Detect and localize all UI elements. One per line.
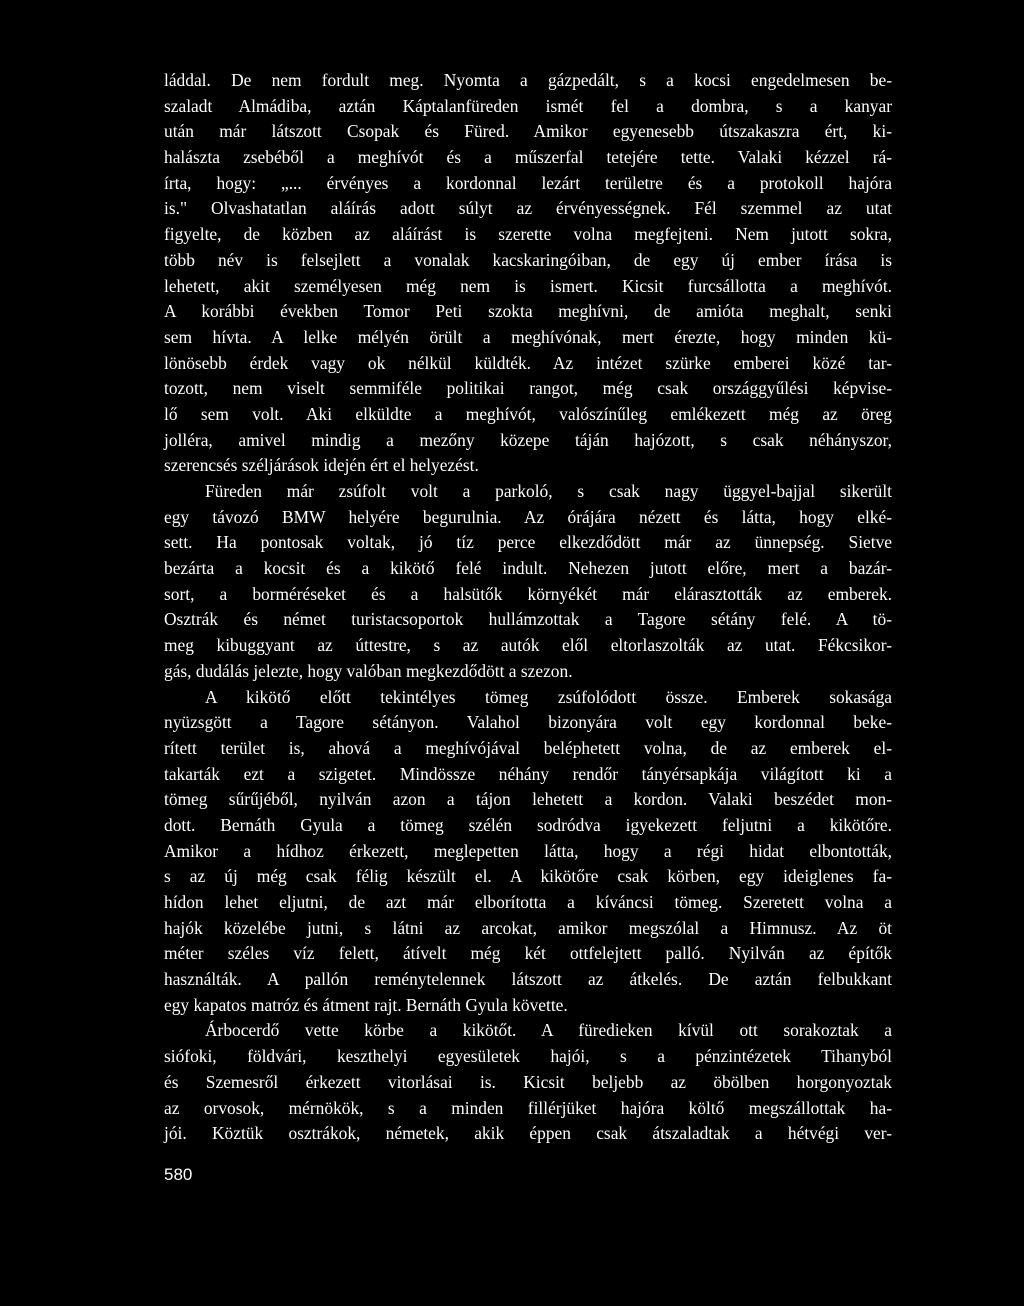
paragraph-start-line: A kikötő előtt tekintélyes tömeg zsúfolódott össze. Emberek sokasága xyxy=(205,686,892,707)
text-line: siófoki, földvári, keszthelyi egyesületek hajói, s a pénzintézetek Tihanyból xyxy=(164,1046,892,1067)
text-line: lehetett, akit személyesen még nem is ismert. Kicsit furcsállotta a meghívót. xyxy=(164,275,892,296)
text-line: sem hívta. A lelke mélyén örült a meghívónak, mert érezte, hogy minden kü- xyxy=(164,326,892,347)
paragraph-end-line: gás, dudálás jelezte, hogy valóban megkezdődött a szezon. xyxy=(164,660,573,681)
text-line: lő sem volt. Aki elküldte a meghívót, valószínűleg emlékezett még az öreg xyxy=(164,403,892,424)
text-line: meg kibuggyant az úttestre, s az autók elől eltorlaszolták az utat. Fékcsikor- xyxy=(164,635,892,656)
text-line: A korábbi években Tomor Peti szokta meghívni, de amióta meghalt, senki xyxy=(164,301,892,322)
text-line: jói. Köztük osztrákok, németek, akik éppen csak átszaladtak a hétvégi ver- xyxy=(164,1123,892,1144)
text-line: szaladt Almádiba, aztán Káptalanfüreden ismét fel a dombra, s a kanyar xyxy=(164,95,892,116)
text-line: egy távozó BMW helyére begurulnia. Az órájára nézett és látta, hogy elké- xyxy=(164,506,892,527)
text-line: az orvosok, mérnökök, s a minden fillérjüket hajóra költő megszállottak ha- xyxy=(164,1097,892,1118)
paragraph-start-line: Füreden már zsúfolt volt a parkoló, s csak nagy üggyel-bajjal sikerült xyxy=(205,481,892,501)
text-line: nyüzsgött a Tagore sétányon. Valahol bizonyára volt egy kordonnal beke- xyxy=(164,712,892,733)
text-line: tömeg sűrűjéből, nyilván azon a tájon lehetett a kordon. Valaki beszédet mon- xyxy=(164,789,892,810)
text-line: bezárta a kocsit és a kikötő felé indult. Nehezen jutott előre, mert a bazár- xyxy=(164,558,892,579)
text-line: figyelte, de közben az aláírást is szerette volna megfejteni. Nem jutott sokra, xyxy=(164,224,892,245)
text-line: sort, a borméréseket és a halsütők környékét már elárasztották az emberek. xyxy=(164,583,892,604)
paragraph-end-line: egy kapatos matróz és átment rajt. Bernáth Gyula követte. xyxy=(164,994,568,1015)
text-line: méter széles víz felett, átívelt még két ottfelejtett palló. Nyilván az építők xyxy=(164,943,892,964)
text-line: halászta zsebéből a meghívót és a műszerfal tetejére tette. Valaki kézzel rá- xyxy=(164,147,892,168)
paragraph-start-line: Árbocerdő vette körbe a kikötőt. A füredieken kívül ott sorakoztak a xyxy=(205,1020,892,1041)
paragraph-end-line: szerencsés széljárások idején ért el helyezést. xyxy=(164,455,479,476)
text-line: után már látszott Csopak és Füred. Amikor egyenesebb útszakaszra ért, ki- xyxy=(164,121,892,142)
page-body-text xyxy=(164,68,892,1147)
text-line: írta, hogy: „... érvényes a kordonnal lezárt területre és a protokoll hajóra xyxy=(164,172,892,193)
text-line: több név is felsejlett a vonalak kacskaringóiban, de egy új ember írása is xyxy=(164,249,892,270)
text-line: jolléra, amivel mindig a mezőny közepe táján hajózott, s csak néhányszor, xyxy=(164,429,892,450)
text-line: láddal. De nem fordult meg. Nyomta a gázpedált, s a kocsi engedelmesen be- xyxy=(164,70,892,90)
text-line: használták. A pallón reménytelennek látszott az átkelés. De aztán felbukkant xyxy=(164,969,892,990)
text-line: dott. Bernáth Gyula a tömeg szélén sodródva igyekezett feljutni a kikötőre. xyxy=(164,814,892,835)
page-number: 580 xyxy=(164,1165,193,1184)
text-line: is." Olvashatatlan aláírás adott súlyt az érvényességnek. Fél szemmel az utat xyxy=(164,198,892,219)
text-line: lönösebb érdek vagy ok nélkül küldték. Az intézet szürke emberei közé tar- xyxy=(164,352,892,373)
text-line: tozott, nem viselt semmiféle politikai rangot, még csak országgyűlési képvise- xyxy=(164,378,892,399)
text-line: és Szemesről érkezett vitorlásai is. Kicsit beljebb az öbölben horgonyoztak xyxy=(164,1071,892,1092)
text-line: rített terület is, ahová a meghívójával beléphetett volna, de az emberek el- xyxy=(164,737,892,758)
text-line: takarták ezt a szigetet. Mindössze néhány rendőr tányérsapkája világított ki a xyxy=(164,763,892,784)
text-line: sett. Ha pontosak voltak, jó tíz perce elkezdődött már az ünnepség. Sietve xyxy=(164,532,892,553)
text-line: s az új még csak félig készült el. A kikötőre csak körben, egy ideiglenes fa- xyxy=(164,866,892,887)
text-line: hídon lehet eljutni, de azt már elborította a kíváncsi tömeg. Szeretett volna a xyxy=(164,892,892,912)
text-line: Amikor a hídhoz érkezett, meglepetten látta, hogy a régi hidat elbontották, xyxy=(164,840,892,861)
text-line: hajók közelébe jutni, s látni az arcokat, amikor megszólal a Himnusz. Az öt xyxy=(164,917,892,938)
text-line: Osztrák és német turistacsoportok hullámzottak a Tagore sétány felé. A tö- xyxy=(164,609,892,630)
